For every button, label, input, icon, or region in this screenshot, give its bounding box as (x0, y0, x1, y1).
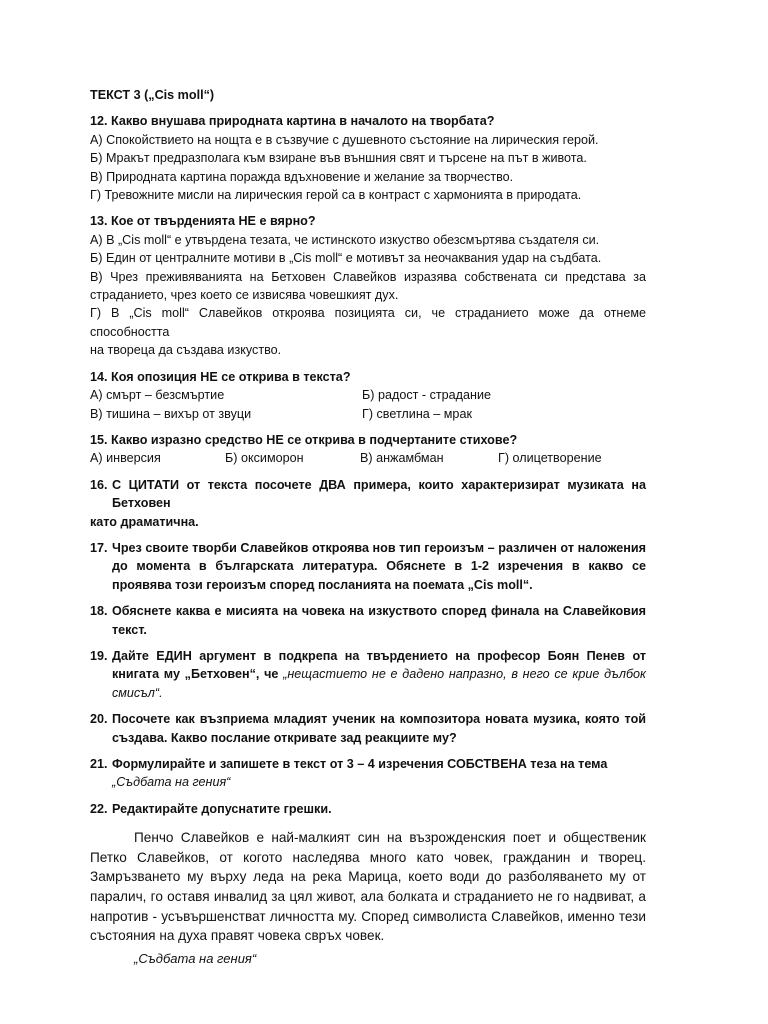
option-a: А) инверсия (90, 451, 161, 466)
closing-title: „Съдбата на гения“ (134, 950, 257, 966)
question-number: 19. (90, 648, 108, 663)
option-c: В) Природната картина поражда вдъхновение и желание за творчество. (90, 169, 514, 184)
option-a: А) В „Cis moll“ е утвърдена тезата, че истинското изкуство обезсмъртява създателя си. (90, 232, 600, 247)
question-text: 13. Кое от твърденията НЕ е вярно? (90, 214, 316, 229)
option-d-continued: на твореца да създава изкуство. (90, 343, 282, 358)
option-c: В) Чрез преживяванията на Бетховен Славейков изразява собствената си представа за страданието, чрез което се извисява човешкият дух. (90, 269, 646, 303)
question-text: Обяснете каква е мисията на човека на изкуството според финала на Славейковия текст. (112, 604, 646, 637)
question-18 (90, 602, 646, 639)
option-a: А) Спокойствието на нощта е в съзвучие с душевното състояние на лирическия герой. (90, 132, 599, 147)
question-15 (90, 431, 646, 468)
question-13 (90, 212, 646, 359)
question-17 (90, 539, 646, 594)
question-number: 17. (90, 540, 108, 555)
question-text: С ЦИТАТИ от текста посочете ДВА примера, които характеризират музиката на Бетховен (112, 477, 646, 511)
question-number: 20. (90, 712, 108, 727)
option-b: Б) Мракът предразполага към взиране във външния свят и търсене на път в живота. (90, 151, 587, 166)
option-c: В) тишина – вихър от звуци (90, 406, 252, 421)
question-19 (90, 647, 646, 702)
question-text: 14. Коя опозиция НЕ се открива в текста? (90, 369, 351, 384)
quote-text: „нещастието не е дадено напразно, в него се крие дълбок смисъл“. (112, 667, 647, 700)
topic-text: „Съдбата на гения“ (112, 775, 231, 790)
question-text: Посочете как възприема младият ученик на композитора новата музика, която той създава. Какво послание откривате зад реакциите му? (112, 712, 646, 745)
option-b: Б) радост - страдание (362, 388, 491, 403)
option-b: Б) Един от централните мотиви в „Cis moll“ е мотивът за неочаквания удар на съдбата. (90, 251, 602, 266)
editing-paragraph: Пенчо Славейков е най-малкият син на възрожденския поет и общественик Петко Славейков, от когото наследява много като човек, гражданин и творец. Замръзването му върху леда на река Марица, което води до разболяването му от паралич, го оставя инвалид за цял живот, ала болката и страданието не го надвиват, а напротив - усъвършенстват личността му. Според символиста Славейков, именно тези състояния на духа правят човека свръх човек. (90, 830, 646, 944)
question-20 (90, 710, 646, 747)
question-16 (90, 476, 646, 531)
question-number: 21. (90, 757, 108, 771)
option-a: А) смърт – безсмъртие (90, 388, 225, 403)
worksheet (90, 86, 646, 968)
option-d: Г) Тревожните мисли на лирическия герой са в контраст с хармонията в природата. (90, 188, 582, 203)
page-title: ТЕКСТ 3 („Cis moll“) (90, 88, 215, 102)
question-22 (90, 800, 646, 818)
question-text: 15. Какво изразно средство НЕ се открива в подчертаните стихове? (90, 432, 518, 447)
option-d: Г) светлина – мрак (362, 406, 472, 421)
question-number: 22. (90, 801, 108, 816)
question-text: 12. Какво внушава природната картина в началото на творбата? (90, 114, 495, 129)
question-text: Редактирайте допуснатите грешки. (112, 801, 332, 816)
question-text: Дайте ЕДИН аргумент в подкрепа на твърдението на професор Боян Пенев от книгата му „Бетховен“, че (112, 648, 646, 682)
option-b: Б) оксиморон (225, 451, 304, 466)
question-number: 18. (90, 604, 108, 619)
question-14 (90, 368, 646, 423)
option-d: Г) олицетворение (498, 451, 602, 466)
question-text-continued: като драматична. (90, 514, 199, 529)
question-21 (90, 755, 646, 792)
question-text: Чрез своите творби Славейков откроява нов тип героизъм – различен от наложения до момента в българската литература. Обяснете в 1-2 изречения в какво се проявява този героизъм според посланията на поемата „Cis moll“. (112, 540, 646, 592)
question-number: 16. (90, 477, 108, 492)
question-12 (90, 112, 646, 204)
option-d: Г) В „Cis moll“ Славейков откроява позицията си, че страданието може да отнеме способността (90, 306, 646, 339)
question-text: Формулирайте и запишете в текст от 3 – 4 изречения СОБСТВЕНА теза на тема (112, 757, 608, 771)
option-c: В) анжамбман (360, 451, 444, 466)
